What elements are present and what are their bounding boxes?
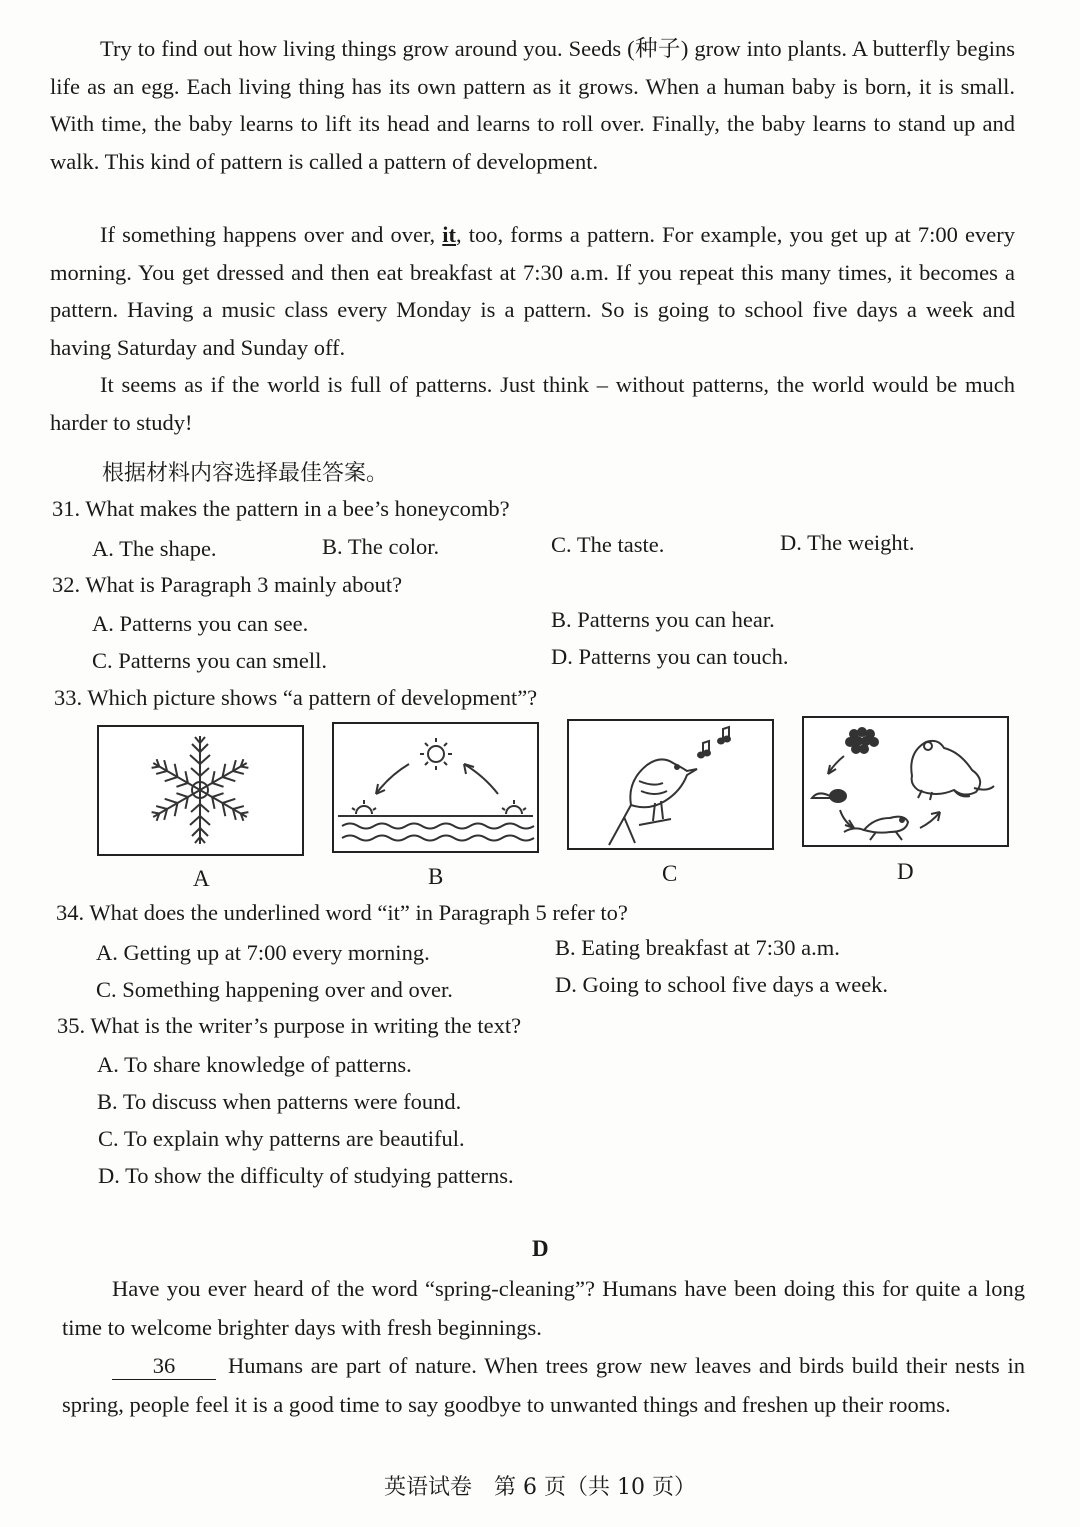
picture-c-label: C [662, 861, 678, 886]
picture-b-label: B [428, 864, 444, 889]
singing-bird-icon [569, 721, 772, 848]
section-d-paragraph-2 [62, 1347, 1025, 1424]
q31-option-d[interactable]: D. The weight. [780, 530, 915, 555]
paragraph-repeat [50, 216, 1015, 366]
question-31: 31. What makes the pattern in a bee’s honeycomb? [52, 496, 510, 521]
section-d-paragraph-2-text: Humans are part of nature. When trees grow new leaves and birds build their nests in spring, people feel it is a good time to say goodbye to unwanted things and freshen up their rooms. [62, 1353, 1025, 1417]
q31-option-a[interactable]: A. The shape. [92, 536, 217, 561]
q35-option-c[interactable]: C. To explain why patterns are beautiful. [98, 1126, 465, 1151]
page-footer: 英语试卷 第 6 页（共 10 页） [384, 1475, 696, 1500]
q35-option-d[interactable]: D. To show the difficulty of studying patterns. [98, 1163, 514, 1188]
q34-option-c[interactable]: C. Something happening over and over. [96, 977, 453, 1002]
frog-life-cycle-icon [804, 718, 1007, 845]
question-33: 33. Which picture shows “a pattern of development”? [54, 685, 538, 710]
instruction-text: 根据材料内容选择最佳答案。 [102, 461, 389, 486]
q34-option-d[interactable]: D. Going to school five days a week. [555, 972, 889, 997]
underlined-word-it: it [442, 222, 457, 247]
q32-option-a[interactable]: A. Patterns you can see. [92, 611, 309, 636]
section-heading: D [532, 1236, 549, 1261]
sunrise-sunset-icon [334, 724, 537, 851]
q34-option-b[interactable]: B. Eating breakfast at 7:30 a.m. [555, 935, 840, 960]
paragraph-repeat-end: , too, forms a pattern. For example, you get up at 7:00 every morning. You get dressed and then eat breakfast at 7:30 a.m. If you repeat this many times, it becomes a pattern. Having a music class every Monday is a pattern. So is going to school five days a week and having Saturday and Sunday off. [50, 222, 1015, 360]
snowflake-icon [99, 727, 302, 854]
q31-option-b[interactable]: B. The color. [322, 534, 440, 559]
blank-36[interactable]: 36 [112, 1353, 216, 1380]
picture-d-frog-life-cycle[interactable] [802, 716, 1009, 847]
q32-option-b[interactable]: B. Patterns you can hear. [551, 607, 775, 632]
paragraph-repeat-start: If something happens over and over, [100, 222, 443, 247]
question-35: 35. What is the writer’s purpose in writing the text? [57, 1013, 522, 1038]
q35-option-a[interactable]: A. To share knowledge of patterns. [97, 1052, 412, 1077]
paragraph-development: Try to find out how living things grow around you. Seeds (种子) grow into plants. A butterfly begins life as an egg. Each living thing has its own pattern as it grows. When a human baby is born, it is small. With time, the baby learns to lift its head and learns to roll over. Finally, the baby learns to stand up and walk. This kind of pattern is called a pattern of development. [50, 36, 1015, 174]
picture-a-snowflake[interactable] [97, 725, 304, 856]
q35-option-b[interactable]: B. To discuss when patterns were found. [97, 1089, 462, 1114]
q32-option-d[interactable]: D. Patterns you can touch. [551, 644, 789, 669]
question-34: 34. What does the underlined word “it” in Paragraph 5 refer to? [56, 900, 628, 925]
picture-a-label: A [193, 866, 210, 891]
q31-option-c[interactable]: C. The taste. [551, 532, 665, 557]
q32-option-c[interactable]: C. Patterns you can smell. [92, 648, 327, 673]
section-d-paragraph-1: Have you ever heard of the word “spring-cleaning”? Humans have been doing this for quite a long time to welcome brighter days with fresh beginnings. [62, 1276, 1025, 1340]
picture-b-sun-path[interactable] [332, 722, 539, 853]
question-32: 32. What is Paragraph 3 mainly about? [52, 572, 403, 597]
paragraph-conclusion: It seems as if the world is full of patterns. Just think – without patterns, the world would be much harder to study! [50, 372, 1015, 435]
picture-c-bird[interactable] [567, 719, 774, 850]
picture-d-label: D [897, 859, 914, 884]
q34-option-a[interactable]: A. Getting up at 7:00 every morning. [96, 940, 430, 965]
